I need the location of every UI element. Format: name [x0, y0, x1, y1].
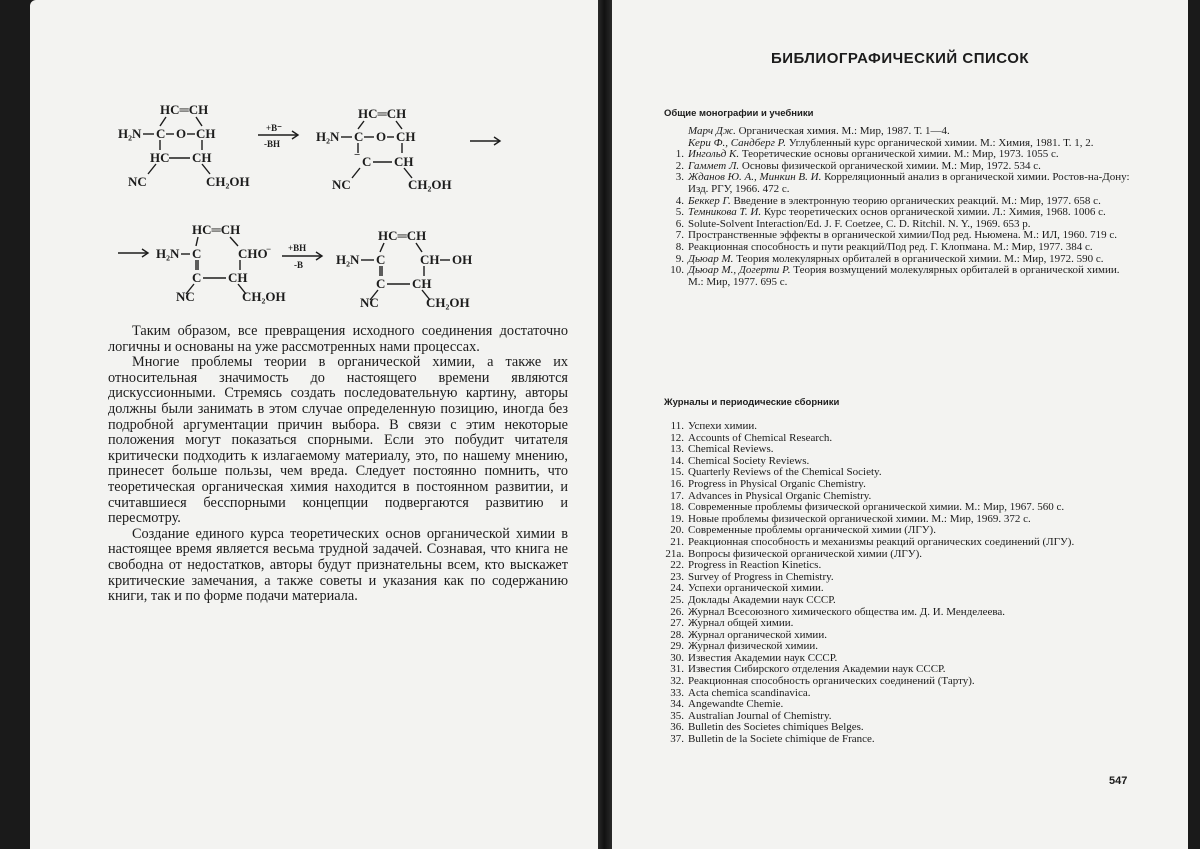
reference-body: Advances in Physical Organic Chemistry.	[688, 489, 872, 502]
s1-c: C	[156, 126, 166, 141]
reference-number: 21а.	[665, 547, 684, 560]
s3-hc-ch: HC═CH	[192, 222, 241, 237]
reference-body: Пространственные эффекты в органической химии/Под ред. Ньюмена. М.: ИЛ, 1960. 719 с.	[688, 229, 1118, 242]
reference-body: Журнал общей химии.	[688, 617, 794, 630]
reference-body: Доклады Академии наук СССР.	[688, 593, 836, 606]
s1-hc: HC	[150, 150, 170, 165]
reference-body: Вопросы физической органической химии (ЛГУ).	[688, 547, 922, 560]
reference-body: Современные проблемы физической органической химии. М.: Мир, 1967. 560 с.	[688, 501, 1065, 514]
s4-hc-ch: HC═CH	[378, 228, 427, 243]
reference-text	[688, 734, 1134, 746]
reference-number: 12.	[670, 431, 684, 444]
reference-number: 18.	[670, 501, 684, 514]
reference-body: Журнал Всесоюзного химического общества им. Д. И. Менделеева.	[688, 605, 1006, 618]
reference-number: 23.	[670, 570, 684, 583]
reference-body: Progress in Physical Organic Chemistry.	[688, 477, 866, 490]
reference-body: Теория возмущений молекулярных орбиталей в органической химии. М.: Мир, 1977. 695 с.	[688, 264, 1120, 288]
reference-body: Органическая химия. М.: Мир, 1987. Т. 1—4.	[735, 125, 950, 137]
reference-number: 11.	[670, 420, 684, 432]
journals-list	[664, 421, 1134, 746]
reference-body: Успехи химии.	[688, 420, 757, 432]
reference-author: Дьюар М., Догерти Р.	[688, 264, 791, 277]
s1-o: O	[176, 126, 187, 141]
reference-author: Кери Ф., Сандберг Р.	[688, 136, 787, 149]
reference-number: 4.	[675, 194, 684, 207]
reference-text	[688, 172, 1134, 195]
reference-author: Ингольд К.	[688, 148, 740, 161]
structure-1	[118, 102, 250, 189]
left-body-text	[108, 324, 568, 605]
reference-author: Дьюар М.	[688, 252, 734, 265]
reference-item	[664, 734, 1134, 746]
arrow2-bottom: -B	[294, 260, 303, 270]
reference-number: 32.	[670, 675, 684, 688]
reference-author: Беккер Г.	[688, 194, 731, 207]
reference-number: 21.	[670, 535, 684, 548]
s3-c-low: C	[192, 270, 202, 285]
reference-number: 37.	[670, 733, 684, 746]
reference-number: 9.	[675, 252, 684, 265]
reference-item	[664, 172, 1134, 195]
s2-h2n: H₂N	[316, 129, 340, 144]
structure-4	[336, 228, 472, 310]
arrow1-top: +B⁻	[266, 123, 282, 133]
reference-body: Курс теоретических основ органической химии. Л.: Химия, 1968. 1006 с.	[761, 206, 1106, 219]
reference-body: Survey of Progress in Chemistry.	[688, 570, 834, 583]
reaction-scheme	[30, 0, 598, 320]
s4-ch: CH	[420, 252, 440, 267]
reference-body: Успехи органической химии.	[688, 582, 824, 595]
reference-body: Chemical Reviews.	[688, 443, 774, 456]
reference-body: Реакционная способность и пути реакций/Под ред. Г. Клопмана. М.: Мир, 1977. 384 с.	[688, 240, 1093, 253]
arrow-1	[258, 123, 298, 149]
reference-number: 16.	[670, 477, 684, 490]
reference-author: Марч Дж.	[688, 125, 736, 137]
s2-ch2oh: CH₂OH	[408, 177, 452, 192]
page-number: 547	[1109, 775, 1128, 787]
reference-body: Accounts of Chemical Research.	[688, 431, 833, 444]
s4-nc: NC	[360, 295, 379, 310]
s1-ch2oh: CH₂OH	[206, 174, 250, 189]
right-page	[612, 0, 1188, 849]
reference-body: Quarterly Reviews of the Chemical Society.	[688, 466, 882, 479]
book-gutter	[598, 0, 612, 849]
reference-author: Гаммет Л.	[688, 159, 740, 172]
section-heading-monographs: Общие монографии и учебники	[664, 108, 814, 119]
reference-number: 1.	[675, 148, 684, 161]
s1-ch-right: CH	[196, 126, 216, 141]
left-page	[30, 0, 598, 849]
arrow-2	[282, 243, 322, 270]
s1-hc-ch: HC═CH	[160, 102, 209, 117]
reference-number: 10.	[670, 264, 684, 277]
s2-c-low: C	[362, 154, 372, 169]
s3-cho: CHO	[238, 246, 268, 261]
reference-body: Angewandte Chemie.	[688, 698, 784, 711]
reference-body: Основы физической органической химии. М.: Мир, 1972. 534 с.	[739, 159, 1041, 172]
s4-h2n: H₂N	[336, 252, 360, 267]
s3-nc: NC	[176, 289, 195, 304]
reference-body: Теоретические основы органической химии. М.: Мир, 1973. 1055 с.	[739, 148, 1059, 161]
reference-body: Реакционная способность органических соединений (Тарту).	[688, 675, 975, 688]
reference-body: Известия Академии наук СССР.	[688, 651, 838, 664]
reference-body: Новые проблемы физической органической химии. М.: Мир, 1969. 372 с.	[688, 512, 1031, 525]
reference-body: Bulletin des Societes chimiques Belges.	[688, 721, 864, 734]
paragraph-2: Многие проблемы теории в органической химии, а также их относительная значимость до настоящего времени являются дискуссионными. Стремясь создать последовательную картину, авторы должны были занимать в этом случае определенную позицию, иногда без подробной аргументации причин выбора. В связи с этим некоторые положения могут показаться спорными. Если это побудит читателя критически подходить к излагаемому материалу, это, по нашему мнению, принесет больше пользы, чем вреда. Следует постоянно помнить, что теоретическая органическая химия находится в постоянном развитии, и считавшиеся бесспорными концепции подвергаются развитию и пересмотру.	[108, 354, 568, 527]
reference-number: 15.	[670, 466, 684, 479]
reference-body: Современные проблемы органической химии (ЛГУ).	[688, 524, 936, 537]
s3-ch-low: CH	[228, 270, 248, 285]
reference-number: 7.	[675, 229, 684, 242]
reference-text	[688, 265, 1134, 288]
arrow1-bottom: -BH	[264, 139, 281, 149]
s4-ch2oh: CH₂OH	[426, 295, 470, 310]
s1-nc: NC	[128, 174, 147, 189]
bibliography-title: БИБЛИОГРАФИЧЕСКИЙ СПИСОК	[770, 50, 1030, 67]
s1-ch-low: CH	[192, 150, 212, 165]
reference-number: 14.	[670, 454, 684, 467]
reference-number: 25.	[670, 593, 684, 606]
reference-body: Реакционная способность и механизмы реакций органических соединений (ЛГУ).	[688, 535, 1075, 548]
monographs-list	[664, 126, 1134, 288]
reference-body: Bulletin de la Societe chimique de France.	[688, 733, 875, 746]
arrow-in-3	[118, 249, 148, 257]
reference-number: 6.	[675, 217, 684, 230]
reference-body: Введение в электронную теорию органических реакций. М.: Мир, 1977. 658 с.	[730, 194, 1101, 207]
structure-2	[316, 106, 452, 192]
reference-number: 30.	[670, 651, 684, 664]
reference-body: Australian Journal of Chemistry.	[688, 709, 832, 722]
s4-ch-low: CH	[412, 276, 432, 291]
reference-number: 22.	[670, 559, 684, 572]
reference-number: 8.	[675, 240, 684, 253]
reference-number: 31.	[670, 663, 684, 676]
reference-body: Корреляционный анализ в органической химии. Ростов-на-Дону: Изд. РГУ, 1966. 472 с.	[688, 171, 1130, 195]
section-heading-journals: Журналы и периодические сборники	[664, 397, 840, 408]
s2-hc-ch: HC═CH	[358, 106, 407, 121]
s2-ch-right: CH	[396, 129, 416, 144]
s1-h2n: H₂N	[118, 126, 142, 141]
structure-3	[156, 222, 286, 304]
reference-number: 26.	[670, 605, 684, 618]
arrow-continue	[470, 137, 500, 145]
s3-ch2oh: CH₂OH	[242, 289, 286, 304]
reference-number: 33.	[670, 686, 684, 699]
reference-number: 19.	[670, 512, 684, 525]
paragraph-1: Таким образом, все превращения исходного соединения достаточно логичны и основаны на уже рассмотренных нами процессах.	[108, 323, 568, 355]
reference-number: 13.	[670, 443, 684, 456]
reference-number: 2.	[675, 159, 684, 172]
reference-number: 36.	[670, 721, 684, 734]
s3-h2n: H₂N	[156, 246, 180, 261]
reference-number: 3.	[675, 171, 684, 184]
reference-item	[664, 265, 1134, 288]
reference-body: Теория молекулярных орбиталей в органической химии. М.: Мир, 1972. 590 с.	[733, 252, 1104, 265]
s2-nc: NC	[332, 177, 351, 192]
reference-number: 35.	[670, 709, 684, 722]
reference-body: Chemical Society Reviews.	[688, 454, 810, 467]
reference-body: Журнал физической химии.	[688, 640, 819, 653]
s2-o: O	[376, 129, 387, 144]
reference-body: Progress in Reaction Kinetics.	[688, 559, 822, 572]
s2-minus: −	[354, 149, 361, 161]
reference-number: 24.	[670, 582, 684, 595]
s3-cho-minus: −	[266, 244, 272, 254]
s2-ch-low: CH	[394, 154, 414, 169]
reference-author: Жданов Ю. А., Минкин В. И.	[688, 171, 822, 184]
reference-number: 34.	[670, 698, 684, 711]
reference-number: 5.	[675, 206, 684, 219]
s4-c-low: C	[376, 276, 386, 291]
reference-number: 28.	[670, 628, 684, 641]
reference-number: 29.	[670, 640, 684, 653]
reference-number: 27.	[670, 617, 684, 630]
reference-body: Solute-Solvent Interaction/Ed. J. F. Coetzee, C. D. Ritchil. N. Y., 1969. 653 p.	[688, 217, 1031, 230]
s4-oh: OH	[452, 252, 473, 267]
arrow2-top: +BH	[288, 243, 307, 253]
reference-body: Журнал органической химии.	[688, 628, 827, 641]
reference-number: 20.	[670, 524, 684, 537]
reference-author: Темникова Т. И.	[688, 206, 762, 219]
reference-number: 17.	[670, 489, 684, 502]
paragraph-3: Создание единого курса теоретических основ органической химии в настоящее время является весьма трудной задачей. Сознавая, что книга не свободна от недостатков, авторы будут признательны всем, кто выскажет критические замечания, а также советы и указания как по содержанию книги, так и по форме подачи материала.	[108, 525, 568, 605]
s3-c: C	[192, 246, 202, 261]
s2-c: C	[354, 129, 364, 144]
reference-body: Углубленный курс органической химии. М.: Химия, 1981. Т. 1, 2.	[786, 136, 1094, 149]
s4-c: C	[376, 252, 386, 267]
reference-body: Acta chemica scandinavica.	[688, 686, 811, 699]
reference-body: Известия Сибирского отделения Академии наук СССР.	[688, 663, 946, 676]
